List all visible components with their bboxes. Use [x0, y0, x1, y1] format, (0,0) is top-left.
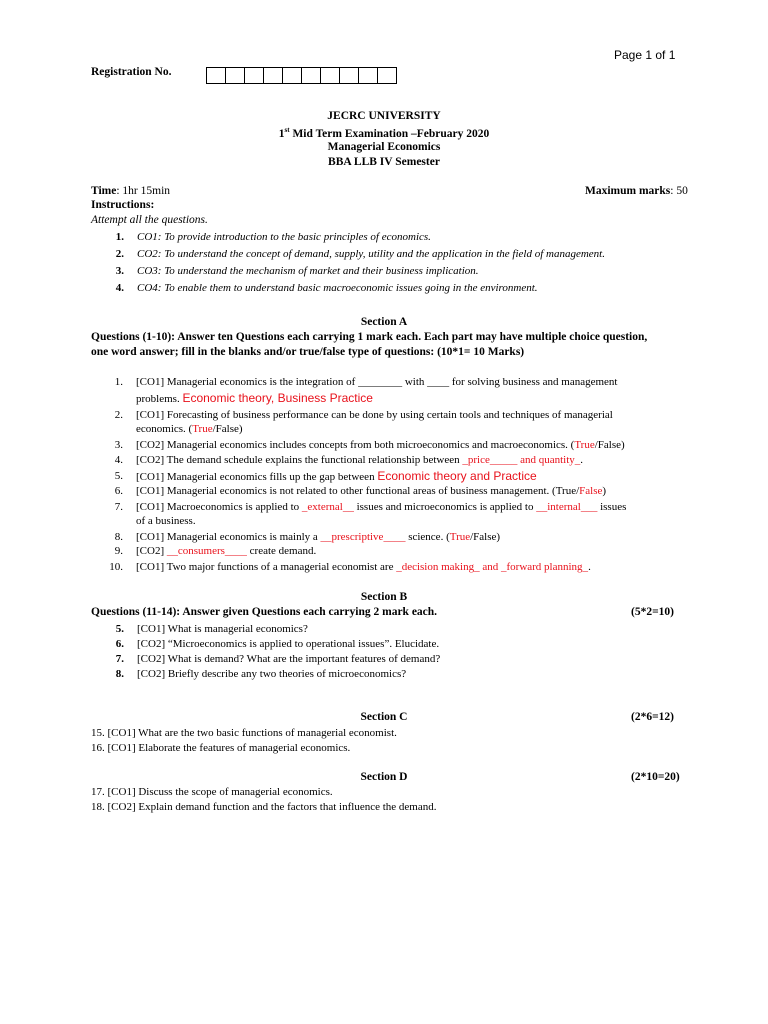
q3-num: 3. [114, 439, 123, 451]
q8-line [136, 530, 500, 544]
section-c-marks: (2*6=12) [631, 711, 674, 723]
q6-text2: ) [602, 485, 607, 497]
q10-answer: _decision making_ and _forward planning_ [396, 561, 589, 573]
time-value: : 1hr 15min [116, 185, 171, 197]
section-b-instruction: Questions (11-14): Answer given Questions each carrying 2 mark each. [91, 606, 438, 618]
instructions-colon: : [150, 199, 155, 211]
q10-line [136, 560, 591, 574]
q8-text3: /False) [470, 531, 501, 543]
program: BBA LLB IV Semester [328, 156, 440, 168]
university-name: JECRC UNIVERSITY [327, 110, 441, 122]
q7-text: [CO1] Macroeconomics is applied to [136, 501, 302, 513]
reg-box[interactable] [263, 67, 283, 84]
sb-q-num: 7. [115, 653, 124, 665]
co-text: CO2: To understand the concept of demand, supply, utility and the application in the field of management. [137, 248, 605, 260]
q9-text2: create demand. [246, 545, 317, 557]
subject: Managerial Economics [327, 141, 441, 153]
q1-text: [CO1] Managerial economics is the integration of ________ with ____ for solving business and management [136, 376, 618, 388]
co-num: 4. [115, 282, 124, 294]
sb-q-num: 8. [115, 668, 124, 680]
exam-title [0, 126, 768, 140]
section-d-title: Section D [360, 771, 408, 783]
q10-num: 10. [109, 561, 123, 573]
reg-box[interactable] [225, 67, 245, 84]
q4-text: [CO2] The demand schedule explains the functional relationship between [136, 454, 463, 466]
instructions-heading [91, 199, 154, 211]
q8-text2: science. ( [405, 531, 450, 543]
q5-text: [CO1] Managerial economics fills up the gap between [136, 471, 378, 483]
q6-text: [CO1] Managerial economics is not related to other functional areas of business management. (True/ [136, 485, 580, 497]
sb-q-text: [CO1] What is managerial economics? [137, 623, 308, 635]
q2-text3: /False) [212, 423, 243, 435]
q3-line [136, 438, 625, 452]
exam-num: 1 [278, 127, 285, 140]
co-text: CO3: To understand the mechanism of market and their business implication. [137, 265, 479, 277]
q7-answer2: __internal___ [536, 501, 598, 513]
registration-label: Registration No. [91, 66, 172, 78]
instructions-label: Instructions [91, 199, 151, 211]
q4-answer: _price_____ and quantity_ [462, 454, 581, 466]
sc-question: 16. [CO1] Elaborate the features of managerial economics. [91, 742, 351, 754]
q9-line [136, 544, 316, 558]
q4-text2: . [580, 454, 584, 466]
section-a-instruction-2: one word answer; fill in the blanks and/or true/false type of questions: (10*1= 10 Marks) [91, 346, 525, 358]
section-d-marks: (2*10=20) [631, 771, 680, 783]
page-number [614, 48, 675, 62]
reg-box[interactable] [377, 67, 397, 84]
sb-q-text: [CO2] What is demand? What are the important features of demand? [137, 653, 441, 665]
co-num: 1. [115, 231, 124, 243]
sb-q-text: [CO2] Briefly describe any two theories of microeconomics? [137, 668, 407, 680]
section-b-title: Section B [360, 591, 408, 603]
max-marks-label: Maximum marks [585, 185, 671, 197]
exam-rest: Mid Term Examination –February 2020 [289, 127, 490, 140]
max-marks-value: : 50 [670, 185, 688, 197]
sb-q-num: 5. [115, 623, 124, 635]
q4-num: 4. [114, 454, 123, 466]
q1-line2 [136, 391, 373, 406]
q1-answer: Economic theory, Business Practice [182, 391, 373, 405]
q2-line2 [136, 422, 243, 436]
page-number-text: Page 1 of 1 [614, 48, 676, 62]
registration-boxes[interactable] [207, 67, 397, 84]
q1-num: 1. [114, 376, 123, 388]
sd-question: 17. [CO1] Discuss the scope of managerial economics. [91, 786, 333, 798]
q2-text: [CO1] Forecasting of business performance can be done by using certain tools and techniques of managerial [136, 409, 613, 421]
q8-answer2: True [449, 531, 471, 543]
co-num: 2. [115, 248, 124, 260]
q6-num: 6. [114, 485, 123, 497]
reg-box[interactable] [339, 67, 359, 84]
q8-text: [CO1] Managerial economics is mainly a [136, 531, 321, 543]
q3-answer: True [574, 439, 595, 451]
q9-text: [CO2] [136, 545, 167, 557]
time-label: Time [91, 185, 117, 197]
q7-line [136, 500, 626, 514]
reg-box[interactable] [282, 67, 302, 84]
q3-text: [CO2] Managerial economics includes concepts from both microeconomics and macroeconomics. ( [136, 439, 575, 451]
instructions-note: Attempt all the questions. [91, 214, 208, 226]
max-marks-line [585, 185, 688, 197]
reg-box[interactable] [301, 67, 321, 84]
q10-text2: . [588, 561, 591, 573]
time-line [91, 185, 170, 197]
co-text: CO1: To provide introduction to the basic principles of economics. [137, 231, 431, 243]
q7-text3: issues [597, 501, 627, 513]
sb-q-num: 6. [115, 638, 124, 650]
sd-question: 18. [CO2] Explain demand function and the factors that influence the demand. [91, 801, 437, 813]
q7-answer1: _external__ [301, 501, 354, 513]
sc-question: 15. [CO1] What are the two basic functions of managerial economist. [91, 727, 397, 739]
q10-text: [CO1] Two major functions of a managerial economist are [136, 561, 397, 573]
co-text: CO4: To enable them to understand basic macroeconomic issues going in the environment. [137, 282, 538, 294]
exam-sup: st [284, 126, 290, 134]
section-a-instruction-1: Questions (1-10): Answer ten Questions each carrying 1 mark each. Each part may have multiple choice question, [91, 331, 648, 343]
q7-num: 7. [114, 501, 123, 513]
sb-q-text: [CO2] “Microeconomics is applied to operational issues”. Elucidate. [137, 638, 440, 650]
q6-line [136, 484, 606, 498]
section-b-marks: (5*2=10) [631, 606, 674, 618]
q8-answer: __prescriptive____ [320, 531, 406, 543]
reg-box[interactable] [244, 67, 264, 84]
q2-text2: economics. ( [136, 423, 193, 435]
q9-answer: __consumers____ [166, 545, 247, 557]
reg-box[interactable] [206, 67, 226, 84]
co-num: 3. [115, 265, 124, 277]
q7-text4: of a business. [136, 515, 196, 527]
q5-answer: Economic theory and Practice [377, 469, 537, 483]
q7-text2: issues and microeconomics is applied to [353, 501, 537, 513]
q5-line [136, 469, 537, 484]
section-c-title: Section C [360, 711, 408, 723]
q3-text2: /False) [594, 439, 625, 451]
reg-box[interactable] [320, 67, 340, 84]
q4-line [136, 453, 583, 467]
q6-answer: False [579, 485, 603, 497]
reg-box[interactable] [358, 67, 378, 84]
q8-num: 8. [114, 531, 123, 543]
q1-text2: problems. [136, 393, 183, 405]
q5-num: 5. [114, 470, 123, 482]
q2-num: 2. [114, 409, 123, 421]
q9-num: 9. [114, 545, 123, 557]
section-a-title: Section A [360, 316, 408, 328]
q2-answer: True [192, 423, 213, 435]
